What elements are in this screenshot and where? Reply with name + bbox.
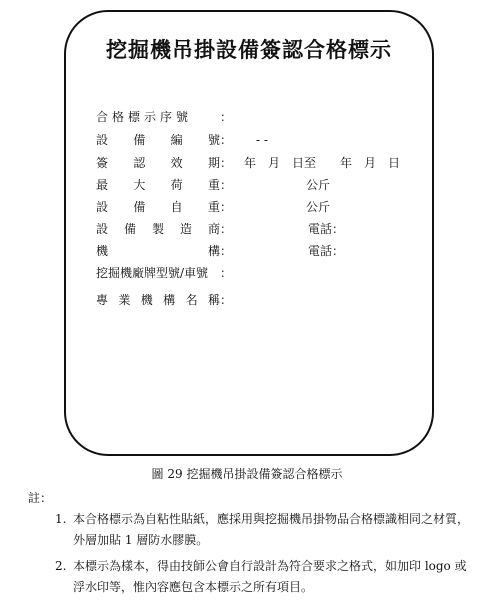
- label-title: 挖掘機吊掛設備簽認合格標示: [106, 38, 392, 62]
- field-label: 設 備 製 造 商: [96, 222, 220, 236]
- note-number: 1.: [55, 512, 67, 526]
- notes-label: 註：: [28, 491, 53, 505]
- field-value: 電話：: [308, 244, 345, 258]
- field-value: - -: [256, 133, 268, 147]
- field-label: 設 備 自 重: [96, 200, 220, 214]
- field-value: 公斤: [306, 200, 331, 214]
- field-label: 最 大 荷 重: [96, 178, 220, 192]
- field-label: 設 備 編 號: [96, 133, 220, 147]
- field-label: 專 業 機 構 名 稱: [96, 293, 220, 307]
- field-label: 簽 認 效 期: [96, 156, 220, 170]
- note-number: 2.: [55, 559, 67, 573]
- figure-caption: 圖 29 挖掘機吊掛設備簽認合格標示: [151, 467, 343, 481]
- note-text: 本標示為樣本，得由技師公會自行設計為符合要求之格式，如加印 logo 或浮水印等，惟內容應包含本標示之所有項目。: [73, 559, 467, 594]
- note-item: [55, 556, 475, 600]
- field-value: 電話：: [308, 222, 345, 236]
- field-value: 公斤: [306, 178, 331, 192]
- field-label: 挖掘機廠牌型號/車號: [96, 266, 209, 280]
- certification-label-card: 挖掘機吊掛設備簽認合格標示 合格標示序號 ： 設 備 編 號 ： - - 簽 認 效 期 ： 年 月 日至 年 月 日 最 大 荷 重 ： 公斤 設 備 自 重 ： 公斤 設 備 製 造 商 ： 電話： 機 構 ： 電話： 挖掘機廠牌型號/車號 ： 專 業 機 構 名 稱 ：: [64, 10, 434, 456]
- field-value: 年 月 日至 年 月 日: [244, 156, 401, 170]
- note-text: 本合格標示為自粘性貼紙，應採用與挖掘機吊掛物品合格標識相同之材質，外層加貼 1 層防水膠膜。: [73, 512, 470, 547]
- note-item: [55, 509, 475, 553]
- field-label: 合格標示序號: [96, 110, 193, 124]
- field-label: 機 構: [96, 244, 220, 258]
